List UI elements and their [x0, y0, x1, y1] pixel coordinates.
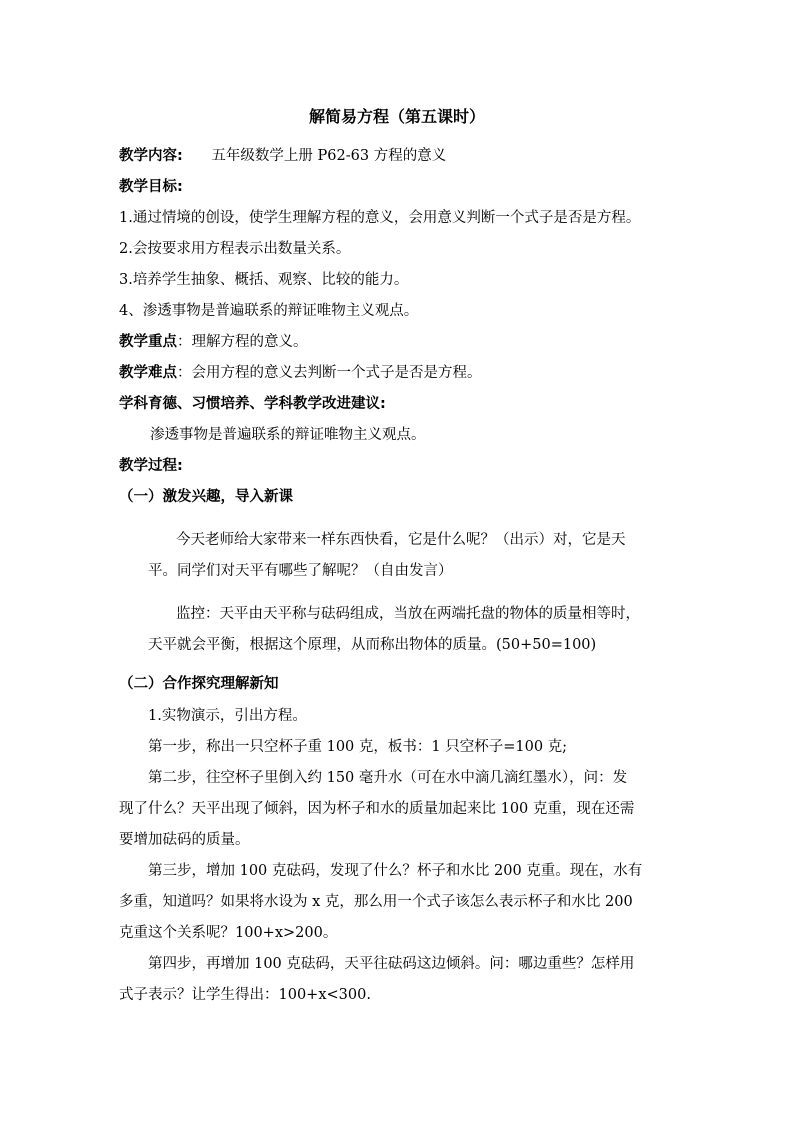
step4-line1: 第四步，再增加 100 克砝码，天平往砝码这边倾斜。问：哪边重些？怎样用 [148, 956, 635, 972]
process-heading: 教学过程: [119, 458, 183, 474]
page-title: 解简易方程（第五课时） [308, 107, 485, 126]
step3-line1: 第三步，增加 100 克砝码，发现了什么？杯子和水比 200 克重。现在，水有 [148, 863, 643, 879]
section2-heading: （二）合作探究理解新知 [119, 676, 279, 692]
key-point-row [119, 332, 308, 352]
suggestion-text: 渗透事物是普遍联系的辩证唯物主义观点。 [150, 427, 426, 443]
key-point-label: 教学重点 [119, 334, 177, 350]
section2-sub1: 1.实物演示，引出方程。 [148, 708, 307, 724]
step3-line3: 克重这个关系呢？100+x>200。 [119, 925, 338, 941]
section1-p1-line1: 今天老师给大家带来一样东西快看，它是什么呢？（出示）对，它是天 [176, 532, 626, 548]
section1-p1-line2: 平。同学们对天平有哪些了解呢？（自由发言） [148, 563, 453, 579]
goal-item-4: 4、渗透事物是普遍联系的辩证唯物主义观点。 [119, 303, 419, 319]
section1-p2-line2: 天平就会平衡，根据这个原理，从而称出物体的质量。(50+50=100) [148, 637, 597, 653]
step1-line: 第一步，称出一只空杯子重 100 克，板书：1 只空杯子=100 克; [148, 739, 568, 755]
step2-line1: 第二步，往空杯子里倒入约 150 毫升水（可在水中滴几滴红墨水），问：发 [148, 770, 628, 786]
goal-item-2: 2.会按要求用方程表示出数量关系。 [119, 241, 351, 257]
goals-heading: 教学目标: [119, 179, 183, 195]
step4-line2: 式子表示？让学生得出：100+x<300. [119, 987, 371, 1003]
teaching-content-value: 五年级数学上册 P62-63 方程的意义 [211, 148, 447, 164]
goal-item-3: 3.培养学生抽象、概括、观察、比较的能力。 [119, 272, 409, 288]
section1-heading: （一）激发兴趣，导入新课 [119, 489, 293, 505]
step2-line2: 现了什么？天平出现了倾斜，因为杯子和水的质量加起来比 100 克重，现在还需 [119, 801, 635, 817]
key-point-value: ：理解方程的意义。 [177, 334, 308, 350]
teaching-content-row [119, 146, 446, 166]
step3-line2: 多重，知道吗？如果将水设为 x 克，那么用一个式子该怎么表示杯子和水比 200 [119, 894, 633, 910]
suggestion-heading: 学科育德、习惯培养、学科教学改进建议: [119, 396, 386, 412]
section1-p2-line1: 监控：天平由天平称与砝码组成，当放在两端托盘的物体的质量相等时， [176, 606, 640, 622]
goal-item-1: 1.通过情境的创设，使学生理解方程的意义，会用意义判断一个式子是否是方程。 [119, 210, 641, 226]
step2-line3: 要增加砝码的质量。 [119, 832, 250, 848]
difficulty-row [119, 363, 482, 383]
difficulty-label: 教学难点 [119, 365, 177, 381]
teaching-content-label: 教学内容: [119, 148, 183, 164]
difficulty-value: ：会用方程的意义去判断一个式子是否是方程。 [177, 365, 482, 381]
